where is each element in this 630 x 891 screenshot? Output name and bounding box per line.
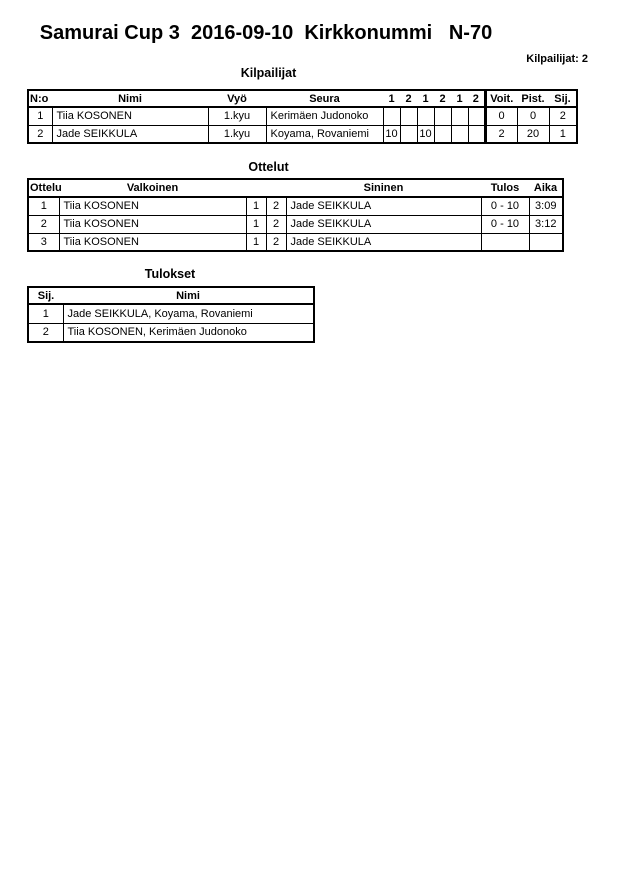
competitor-row — [28, 125, 577, 143]
page-title: Samurai Cup 3 2016-09-10 Kirkkonummi N-70 — [39, 22, 493, 44]
score-cell — [434, 107, 451, 125]
match-blue-name: Jade SEIKKULA — [286, 233, 481, 251]
col-header-place: Sij. — [28, 287, 63, 304]
col-header-round-3: 1 — [417, 90, 434, 107]
match-white-name: Tiia KOSONEN — [59, 233, 246, 251]
match-white-num: 1 — [246, 197, 266, 215]
result-place: 2 — [28, 323, 63, 342]
col-header-points: Pist. — [517, 90, 549, 107]
competitor-no: 2 — [28, 125, 52, 143]
col-header-round-1: 1 — [383, 90, 400, 107]
matches-header-row — [28, 179, 563, 197]
match-time: 3:09 — [529, 197, 563, 215]
result-place: 1 — [28, 304, 63, 323]
results-heading: Tulokset — [144, 267, 196, 281]
col-header-match: Ottelu — [28, 179, 59, 197]
col-header-round-2: 2 — [400, 90, 417, 107]
competitor-belt: 1.kyu — [208, 107, 266, 125]
match-row — [28, 233, 563, 251]
col-header-time: Aika — [529, 179, 563, 197]
result-row — [28, 323, 314, 342]
col-header-no: N:o — [28, 90, 52, 107]
competitor-points: 0 — [517, 107, 549, 125]
match-row — [28, 197, 563, 215]
competitor-club: Kerimäen Judonoko — [266, 107, 383, 125]
match-blue-name: Jade SEIKKULA — [286, 197, 481, 215]
col-header-round-6: 2 — [468, 90, 485, 107]
score-cell: 10 — [417, 125, 434, 143]
match-result — [481, 233, 529, 251]
competitor-wins: 2 — [485, 125, 517, 143]
score-cell — [383, 107, 400, 125]
match-white-num: 1 — [246, 215, 266, 233]
results-header-row — [28, 287, 314, 304]
score-cell — [451, 107, 468, 125]
competitor-place: 1 — [549, 125, 577, 143]
col-header-place: Sij. — [549, 90, 577, 107]
competitor-wins: 0 — [485, 107, 517, 125]
competitor-belt: 1.kyu — [208, 125, 266, 143]
col-header-name: Nimi — [63, 287, 314, 304]
match-white-name: Tiia KOSONEN — [59, 215, 246, 233]
col-header-white: Valkoinen — [59, 179, 246, 197]
result-name: Tiia KOSONEN, Kerimäen Judonoko — [63, 323, 314, 342]
col-header-blue-num — [266, 179, 286, 197]
col-header-club: Seura — [266, 90, 383, 107]
competitor-name: Jade SEIKKULA — [52, 125, 208, 143]
score-cell: 10 — [383, 125, 400, 143]
score-cell — [468, 125, 485, 143]
competitor-name: Tiia KOSONEN — [52, 107, 208, 125]
matches-heading: Ottelut — [248, 160, 289, 174]
match-no: 3 — [28, 233, 59, 251]
score-cell — [400, 107, 417, 125]
col-header-wins: Voit. — [485, 90, 517, 107]
match-result: 0 - 10 — [481, 197, 529, 215]
competitor-row — [28, 107, 577, 125]
match-blue-num: 2 — [266, 215, 286, 233]
col-header-name: Nimi — [52, 90, 208, 107]
match-blue-num: 2 — [266, 233, 286, 251]
competitor-points: 20 — [517, 125, 549, 143]
match-row — [28, 215, 563, 233]
col-header-round-4: 2 — [434, 90, 451, 107]
matches-table — [27, 178, 564, 252]
col-header-white-num — [246, 179, 266, 197]
score-cell — [417, 107, 434, 125]
competitor-club: Koyama, Rovaniemi — [266, 125, 383, 143]
competitor-place: 2 — [549, 107, 577, 125]
competitors-table — [27, 89, 578, 144]
match-no: 2 — [28, 215, 59, 233]
results-table — [27, 286, 315, 343]
score-cell — [468, 107, 485, 125]
col-header-belt: Vyö — [208, 90, 266, 107]
match-white-name: Tiia KOSONEN — [59, 197, 246, 215]
match-blue-name: Jade SEIKKULA — [286, 215, 481, 233]
competitors-header-row — [28, 90, 577, 107]
col-header-blue: Sininen — [286, 179, 481, 197]
match-blue-num: 2 — [266, 197, 286, 215]
result-name: Jade SEIKKULA, Koyama, Rovaniemi — [63, 304, 314, 323]
col-header-round-5: 1 — [451, 90, 468, 107]
match-time: 3:12 — [529, 215, 563, 233]
competitors-heading: Kilpailijat — [240, 66, 297, 80]
match-result: 0 - 10 — [481, 215, 529, 233]
score-cell — [451, 125, 468, 143]
score-cell — [434, 125, 451, 143]
match-white-num: 1 — [246, 233, 266, 251]
competitor-no: 1 — [28, 107, 52, 125]
col-header-result: Tulos — [481, 179, 529, 197]
match-no: 1 — [28, 197, 59, 215]
match-time — [529, 233, 563, 251]
result-row — [28, 304, 314, 323]
competitor-count-label: Kilpailijat: 2 — [526, 53, 588, 65]
score-cell — [400, 125, 417, 143]
